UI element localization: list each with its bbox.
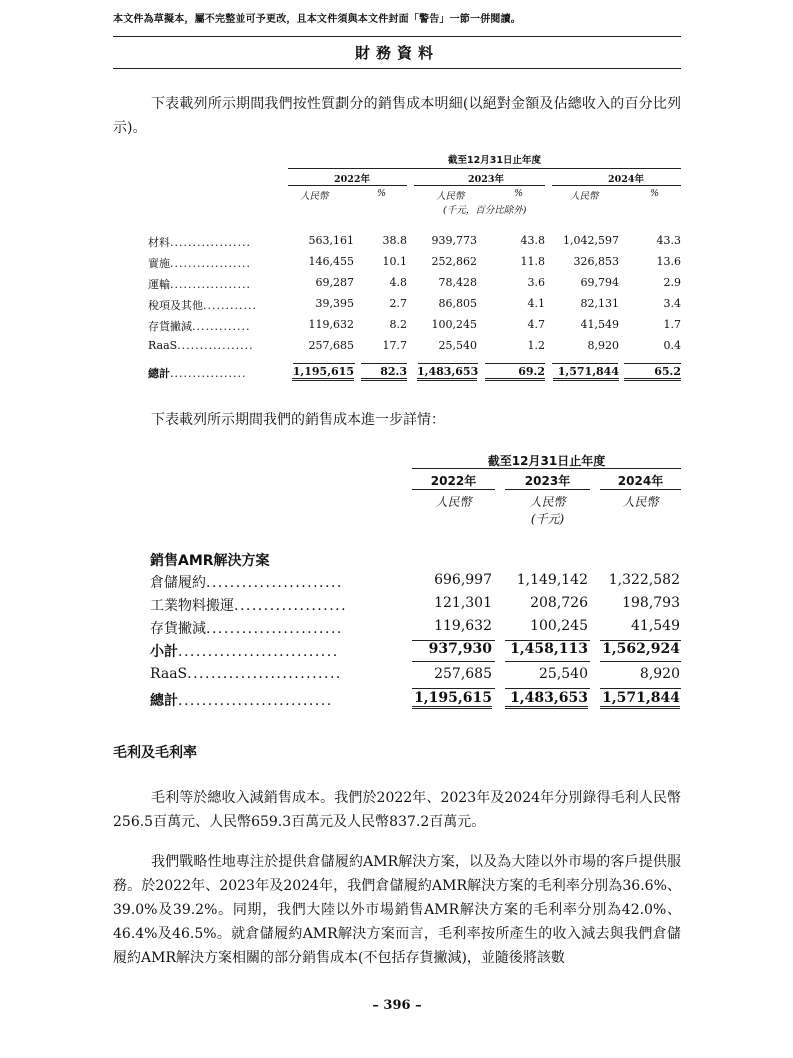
cell-value: 1.7 [663,318,681,331]
cell-value: 1,322,582 [608,572,680,588]
col-pct-2023: % [514,188,524,199]
cell-value: 100,245 [530,618,588,634]
header-rule [113,36,681,37]
cell-value: 8,920 [639,666,680,682]
row-label [150,618,392,638]
cell-value: 3.6 [527,276,545,289]
total-value: 82.3 [361,365,407,381]
table-row [150,666,681,688]
cell-value: 198,793 [622,595,680,611]
row-label [150,572,392,592]
cell-value: 1,042,597 [563,234,619,247]
cell-value: 326,853 [573,255,619,268]
cell-value: 1,571,844 [600,690,680,709]
subtotal-rule-top [412,640,495,641]
cell-value: 119,632 [434,618,492,634]
leader-dots: .................. [170,236,251,249]
gross-margin-paragraph: 我們戰略性地專注於提供倉儲履約AMR解決方案，以及為大陸以外市場的客戶提供服務。於2022年、2023年及2024年，我們倉儲履約AMR解決方案的毛利率分別為36.6%、39.0%及39.2%。同期，我們大陸以外市場銷售AMR解決方案的毛利率分別為42.0%、46.4%及46.5%。就倉儲履約AMR解決方案而言，毛利率按所產生的收入減去與我們倉儲履約AMR解決方案相關的部分銷售成本(不包括存貨撇減)，並隨後將該數 [113,854,681,966]
row-label-text: 存貨撇減 [150,621,206,637]
cell-value: 78,428 [438,276,477,289]
col-rmb-2023: 人民幣 [436,191,465,202]
period-header: 截至12月31日止年度 [487,454,606,468]
row-label-text: 小計 [150,644,178,660]
cell-value: 100,245 [431,318,477,331]
subtotal-rule-bottom [505,661,590,662]
total-rule-top [418,363,478,364]
row-label-text: 材料 [148,236,170,249]
unit-note: (千元，百分比除外) [443,205,527,216]
leader-dots: .......................... [178,693,333,709]
cell-value: 146,455 [308,255,354,268]
row-label-text: 稅項及其他 [148,299,203,312]
year-rule-2022 [412,489,495,490]
leader-dots: ................... [234,598,348,614]
group-label: 銷售AMR解決方案 [150,553,270,569]
row-label [148,318,270,334]
row-label-text: RaaS [150,666,188,682]
row-label [150,641,392,661]
row-label-text: 實施 [148,257,170,270]
cell-value: 939,773 [431,234,477,247]
cell-value: 1.2 [527,339,545,352]
cell-value: 43.3 [656,234,681,247]
cell-value: 17.7 [382,339,407,352]
leader-dots: ............. [192,320,251,333]
row-label [148,255,270,271]
cell-value: 2.7 [389,297,407,310]
row-label [148,297,270,313]
total-rule-top [485,363,545,364]
col-rmb-2022: 人民幣 [300,191,329,202]
row-label-text: 總計 [150,693,178,709]
row-label [148,365,270,381]
col-pct-2024: % [650,188,660,199]
table-row [148,318,681,336]
table-row [148,234,681,252]
cell-value: 121,301 [434,595,492,611]
leader-dots: ....................... [206,621,343,637]
cell-value: 4.7 [527,318,545,331]
table-row [150,572,681,594]
total-value: 1,195,615 [292,365,354,381]
row-label-text: 運輸 [148,278,170,291]
cell-value: 43.8 [520,234,545,247]
table-row [150,618,681,640]
cell-value: 1,458,113 [510,641,588,657]
row-label [148,276,270,292]
cell-value: 39,395 [315,297,354,310]
period-header: 截至12月31日止年度 [448,155,541,166]
detail-intro-paragraph: 下表載列所示期間我們的銷售成本進一步詳情： [151,412,445,428]
leader-dots: ....................... [206,575,343,591]
total-value: 1,571,844 [553,365,619,381]
total-rule-top [361,363,407,364]
cell-value: 119,632 [308,318,354,331]
subtotal-rule-bottom [600,661,681,662]
leader-dots: .................. [170,257,251,270]
col-rmb-2024: 人民幣 [622,495,659,509]
cell-value: 4.1 [527,297,545,310]
total-value: 65.2 [624,365,681,381]
row-label [150,595,392,615]
col-pct-2022: % [377,188,387,199]
cell-value: 3.4 [663,297,681,310]
year-2023: 2023年 [524,474,571,488]
cell-value: 937,930 [428,641,492,657]
cell-value: 86,805 [438,297,477,310]
total-value: 1,483,653 [417,365,477,381]
leader-dots: .......................... [187,666,342,682]
subtotal-row [150,641,681,663]
subtotal-rule-top [505,640,590,641]
row-label-text: 工業物料搬運 [150,598,234,614]
total-rule-top [600,688,681,689]
row-label-text: RaaS [148,339,178,352]
leader-dots: .................. [170,278,251,291]
cell-value: 252,862 [431,255,477,268]
total-rule-top [412,688,495,689]
row-label [150,690,392,710]
cell-value: 696,997 [434,572,492,588]
subtotal-rule-bottom [412,661,495,662]
cell-value: 257,685 [434,666,492,682]
year-2022: 2022年 [334,174,370,185]
row-label [150,666,392,682]
leader-dots: ........................... [178,644,339,660]
cell-value: 8.2 [389,318,407,331]
period-rule [412,468,681,469]
total-row [150,690,681,712]
total-rule-top [552,363,618,364]
group-label-row [150,550,681,572]
col-rmb-2024: 人民幣 [570,191,599,202]
cell-value: 82,131 [580,297,619,310]
cell-value: 25,540 [438,339,477,352]
subtotal-rule-top [600,640,681,641]
cell-value: 2.9 [663,276,681,289]
total-row [148,365,681,383]
table-row [148,339,681,357]
table-row [150,595,681,617]
total-value: 69.2 [485,365,545,381]
year-rule-2022 [288,185,407,186]
total-rule-top [505,688,590,689]
section-title: 財務資料 [354,44,439,62]
cell-value: 563,161 [308,234,354,247]
gross-profit-paragraph: 毛利等於總收入減銷售成本。我們於2022年、2023年及2024年分別錄得毛利人民幣256.5百萬元、人民幣659.3百萬元及人民幣837.2百萬元。 [113,790,681,830]
unit-note: (千元) [530,512,565,526]
leader-dots: ................. [170,367,247,380]
cell-value: 257,685 [308,339,354,352]
cell-value: 11.8 [520,255,545,268]
table-row [148,297,681,315]
row-label-text: 總計 [148,367,170,380]
row-label [148,234,270,250]
year-rule-2024 [600,489,681,490]
cell-value: 1,562,924 [602,641,680,657]
cell-value: 13.6 [656,255,681,268]
year-rule-2023 [505,489,590,490]
row-label-text: 存貨撇減 [148,320,192,333]
year-2022: 2022年 [430,474,477,488]
col-rmb-2023: 人民幣 [529,495,566,509]
leader-dots: ............ [203,299,257,312]
row-label [148,339,270,352]
cell-value: 208,726 [530,595,588,611]
period-rule [288,168,681,169]
cell-value: 10.1 [382,255,407,268]
year-2024: 2024年 [608,174,644,185]
year-rule-2023 [414,185,545,186]
col-rmb-2022: 人民幣 [435,495,472,509]
header-rule-bottom [113,68,681,69]
year-2024: 2024年 [617,474,664,488]
cell-value: 0.4 [663,339,681,352]
cell-value: 8,920 [587,339,619,352]
table-row [148,276,681,294]
cell-value: 1,149,142 [516,572,588,588]
draft-warning-note: 本文件為草擬本，屬不完整並可予更改，且本文件須與本文件封面「警告」一節一併閱讀。 [113,14,521,25]
cell-value: 1,195,615 [412,690,492,709]
year-rule-2024 [552,185,681,186]
row-label-text: 倉儲履約 [150,575,206,591]
cell-value: 41,549 [580,318,619,331]
table-row [148,255,681,273]
leader-dots: ................. [177,339,254,352]
gross-profit-heading: 毛利及毛利率 [113,745,197,761]
cell-value: 1,483,653 [505,690,588,709]
year-2023: 2023年 [468,174,504,185]
total-rule-top [293,363,355,364]
cell-value: 4.8 [389,276,407,289]
cell-value: 69,287 [315,276,354,289]
cell-value: 69,794 [580,276,619,289]
intro-paragraph: 下表載列所示期間我們按性質劃分的銷售成本明細(以絕對金額及佔總收入的百分比列示)。 [113,96,681,136]
total-rule-top [624,363,681,364]
cell-value: 25,540 [539,666,588,682]
cell-value: 41,549 [631,618,680,634]
cell-value: 38.8 [382,234,407,247]
page-number: – 396 – [372,998,422,1013]
